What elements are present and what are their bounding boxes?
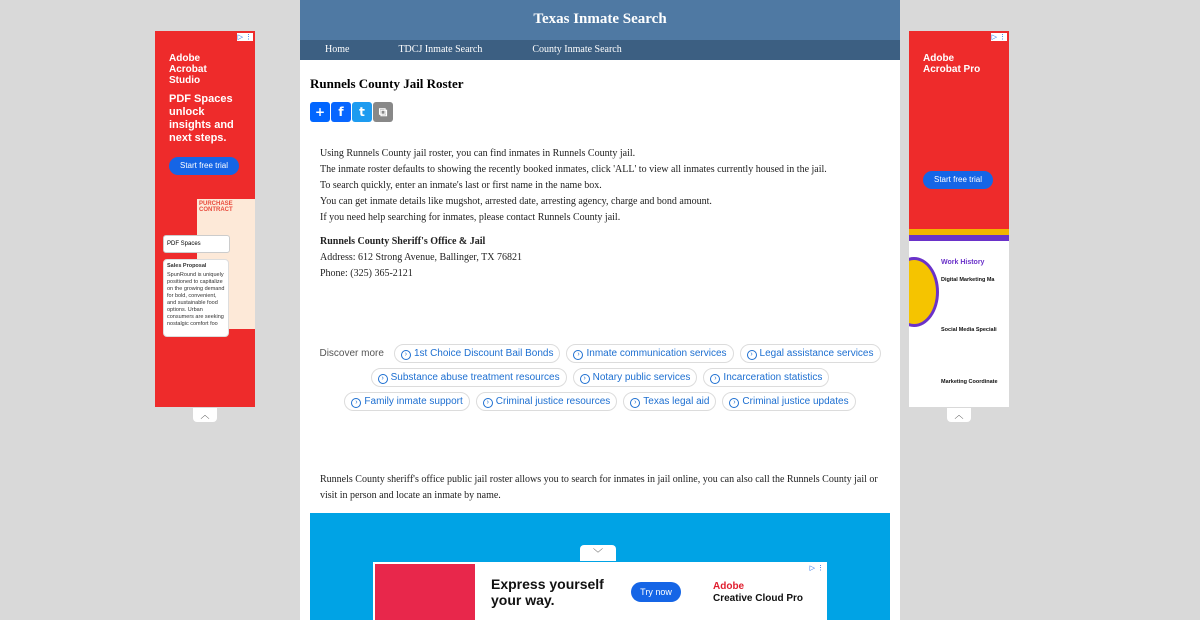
intro-line: Using Runnels County jail roster, you can find inmates in Runnels County jail. <box>320 148 636 159</box>
right-ad-job-title: Digital Marketing Ma <box>941 277 995 283</box>
intro-text <box>310 146 890 226</box>
discover-label: Discover more <box>319 348 384 359</box>
left-ad-card-title: Sales Proposal <box>167 263 207 269</box>
right-ad-stripe <box>909 235 1009 241</box>
right-ad-resume-image <box>909 229 1009 407</box>
bottom-ad-brand <box>713 581 803 605</box>
right-ad-brand <box>923 53 980 75</box>
left-ad-tagline-line: PDF Spaces <box>169 93 233 105</box>
discover-pill-label: Notary public services <box>592 372 691 383</box>
circle-arrow-icon: › <box>351 398 361 408</box>
left-ad-card-text: SpunRound is uniquely positioned to capitalize on the growing demand for bold, convenient, and sustainable food options. Urban consumers are seeking nostalgic comfort foo <box>167 272 225 327</box>
left-ad-doc-title <box>197 199 255 215</box>
office-info <box>310 234 532 282</box>
bottom-ad-illustration <box>375 564 475 620</box>
twitter-icon[interactable]: t <box>352 102 372 122</box>
right-ad-job-title: Marketing Coordinate <box>941 379 998 385</box>
right-ad-circle-graphic <box>909 257 939 327</box>
bottom-ad-slogan-line: your way. <box>491 592 555 608</box>
left-ad-brand-line: Acrobat <box>169 64 207 75</box>
right-ad-job-title: Social Media Speciali <box>941 327 997 333</box>
left-ad-doc-title-line: CONTRACT <box>199 207 233 213</box>
discover-row <box>300 392 900 411</box>
discover-pill-label: Legal assistance services <box>759 348 874 359</box>
discover-row <box>300 368 900 387</box>
nav-home[interactable]: Home <box>325 44 350 55</box>
right-ad-work-history: Work History <box>941 259 985 266</box>
left-ad-proposal-card <box>163 259 229 337</box>
bottom-ad-brand-adobe: Adobe <box>713 581 745 592</box>
office-name: Runnels County Sheriff's Office & Jail <box>320 236 486 247</box>
bottom-ad-slogan <box>491 576 604 608</box>
right-ad-collapse-chevron-icon[interactable]: ︿ <box>947 408 971 422</box>
circle-arrow-icon: › <box>483 398 493 408</box>
discover-pill[interactable] <box>740 344 881 363</box>
discover-pill-label: 1st Choice Discount Bail Bonds <box>413 348 554 359</box>
left-ad-doc-title-line: PURCHASE <box>199 201 233 207</box>
office-address: Address: 612 Strong Avenue, Ballinger, TX 76821 <box>320 252 522 263</box>
intro-line: If you need help searching for inmates, please contact Runnels County jail. <box>320 212 621 223</box>
bottom-ad-try-button[interactable]: Try now <box>631 582 681 602</box>
facebook-icon[interactable]: f <box>331 102 351 122</box>
bottom-ad-brand-product: Creative Cloud Pro <box>713 593 804 604</box>
left-ad-tagline-line: unlock <box>169 106 205 118</box>
share-buttons <box>310 102 393 122</box>
left-ad[interactable] <box>155 31 255 421</box>
ad-choices-icon[interactable]: ▷ ⋮ <box>237 34 252 41</box>
left-ad-tagline <box>169 93 234 145</box>
copy-link-icon[interactable]: ⧉ <box>373 102 393 122</box>
left-ad-tagline-line: insights and <box>169 119 234 131</box>
left-ad-brand-line: Studio <box>169 75 201 86</box>
nav-county-inmate-search[interactable]: County Inmate Search <box>532 44 622 55</box>
ad-choices-icon[interactable]: ▷ ⋮ <box>809 565 824 572</box>
bottom-ad-collapse-chevron-icon[interactable]: ﹀ <box>580 545 616 561</box>
discover-pill[interactable] <box>722 392 855 411</box>
right-ad-banner[interactable] <box>909 31 1009 407</box>
circle-arrow-icon: › <box>729 398 739 408</box>
discover-pill[interactable] <box>344 392 469 411</box>
discover-pill[interactable] <box>566 344 733 363</box>
discover-pill-label: Criminal justice updates <box>742 396 849 407</box>
roster-description: Runnels County sheriff's office public jail roster allows you to search for inmates in jail online, you can also call the Runnels County jail or visit in person and locate an inmate by name. <box>320 474 878 501</box>
discover-pill[interactable] <box>371 368 567 387</box>
circle-arrow-icon: › <box>710 374 720 384</box>
intro-line: To search quickly, enter an inmate's last or first name in the name box. <box>320 180 602 191</box>
left-ad-brand-line: Adobe <box>169 53 201 64</box>
right-ad-brand-line: Adobe <box>923 53 955 64</box>
ad-choices-icon[interactable]: ▷ ⋮ <box>991 34 1006 41</box>
office-phone: Phone: (325) 365-2121 <box>320 268 413 279</box>
right-ad[interactable] <box>909 31 1009 421</box>
discover-pill[interactable] <box>476 392 617 411</box>
discover-pill[interactable] <box>703 368 829 387</box>
discover-more <box>300 344 900 416</box>
left-ad-cta-button[interactable]: Start free trial <box>169 157 239 175</box>
site-title[interactable]: Texas Inmate Search <box>300 0 900 40</box>
bottom-ad[interactable] <box>373 562 827 620</box>
circle-arrow-icon: › <box>573 350 583 360</box>
discover-pill[interactable] <box>623 392 716 411</box>
intro-line: The inmate roster defaults to showing the recently booked inmates, click 'ALL' to view all inmates currently housed in the jail. <box>320 164 827 175</box>
circle-arrow-icon: › <box>401 350 411 360</box>
circle-arrow-icon: › <box>580 374 590 384</box>
bottom-ad-slogan-line: Express yourself <box>491 576 604 592</box>
page-title: Runnels County Jail Roster <box>310 76 464 91</box>
circle-arrow-icon: › <box>747 350 757 360</box>
discover-pill[interactable] <box>394 344 561 363</box>
discover-pill-label: Texas legal aid <box>643 396 710 407</box>
left-ad-collapse-chevron-icon[interactable]: ︿ <box>193 408 217 422</box>
discover-pill-label: Criminal justice resources <box>495 396 611 407</box>
discover-pill-label: Family inmate support <box>364 396 463 407</box>
top-nav <box>300 40 900 60</box>
intro-line: You can get inmate details like mugshot, arrested date, arresting agency, charge and bond amount. <box>320 196 712 207</box>
circle-arrow-icon: › <box>378 374 388 384</box>
left-ad-brand <box>169 53 207 86</box>
share-add-icon[interactable]: + <box>310 102 330 122</box>
right-ad-brand-line: Acrobat Pro <box>923 64 981 75</box>
discover-pill[interactable] <box>573 368 698 387</box>
discover-pill-label: Inmate communication services <box>586 348 727 359</box>
left-ad-pdf-spaces-chip: PDF Spaces <box>163 235 230 253</box>
left-ad-banner[interactable] <box>155 31 255 407</box>
main-column <box>300 0 900 620</box>
circle-arrow-icon: › <box>630 398 640 408</box>
nav-tdcj-inmate-search[interactable]: TDCJ Inmate Search <box>398 44 483 55</box>
right-ad-cta-button[interactable]: Start free trial <box>923 171 993 189</box>
discover-pill-label: Substance abuse treatment resources <box>390 372 560 383</box>
discover-pill-label: Incarceration statistics <box>723 372 823 383</box>
left-ad-tagline-line: next steps. <box>169 132 227 144</box>
discover-row <box>300 344 900 363</box>
